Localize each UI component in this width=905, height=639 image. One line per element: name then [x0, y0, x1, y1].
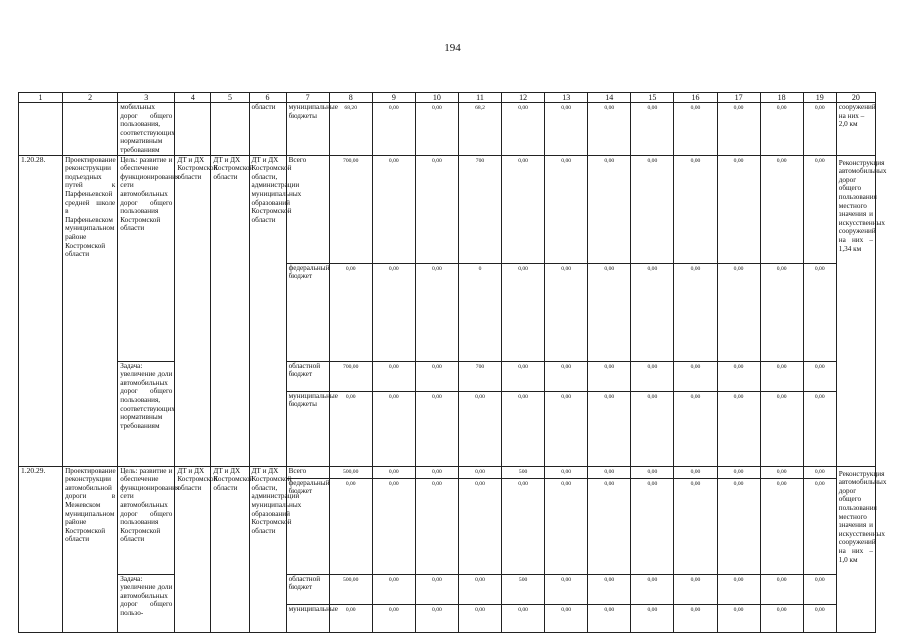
value-cell: 0,00 [760, 466, 803, 478]
funding-source: областной бюджет [286, 361, 329, 391]
value-cell: 0,00 [631, 103, 674, 156]
value-cell: 68,20 [329, 103, 372, 156]
value-cell: 0,00 [545, 604, 588, 632]
column-number: 13 [545, 93, 588, 103]
program-table [18, 92, 887, 633]
value-cell: 0,00 [545, 103, 588, 156]
value-cell: 0,00 [760, 103, 803, 156]
value-cell: 0,00 [674, 263, 717, 361]
value-cell: 0,00 [631, 391, 674, 466]
value-cell: 0,00 [717, 478, 760, 574]
value-cell: 0,00 [674, 574, 717, 604]
value-cell: 0,00 [545, 574, 588, 604]
value-cell: 0,00 [458, 466, 501, 478]
value-cell: 0,00 [674, 391, 717, 466]
value-cell: 0,00 [760, 478, 803, 574]
value-cell: 0,00 [803, 466, 836, 478]
value-cell: 700 [458, 155, 501, 263]
result-text: Реконструкция автомобильных дорог общего пользования местного значения и искусственных сооружений на них – 1,34 км [836, 155, 875, 466]
value-cell: 0,00 [803, 478, 836, 574]
column-number: 2 [63, 93, 118, 103]
value-cell: 500 [502, 574, 545, 604]
value-cell: 0,00 [329, 604, 372, 632]
value-cell: 0,00 [415, 466, 458, 478]
value-cell: 0,00 [631, 478, 674, 574]
funding-source: Всего [286, 466, 329, 478]
task-text: мобильных дорог общего пользования, соответствующих нормативным требованиям [118, 103, 175, 156]
value-cell: 0,00 [631, 263, 674, 361]
column-number: 16 [674, 93, 717, 103]
value-cell: 0,00 [803, 361, 836, 391]
value-cell: 0,00 [803, 391, 836, 466]
funding-source: Всего [286, 155, 329, 263]
continuation-row [19, 103, 876, 156]
table-row [19, 155, 876, 263]
task-text: Задача: увеличение доли автомобильных дорог общего пользования, соответствующих нормативным требованиям [118, 361, 175, 466]
value-cell: 0,00 [631, 155, 674, 263]
value-cell: 0,00 [588, 155, 631, 263]
executor-cell: ДТ и ДХ Костромской области [175, 155, 211, 466]
value-cell: 500,00 [329, 466, 372, 478]
result-text: сооружений на них – 2,0 км [836, 103, 875, 156]
value-cell: 0,00 [588, 391, 631, 466]
column-number: 17 [717, 93, 760, 103]
value-cell: 0,00 [760, 361, 803, 391]
executor-cell: ДТ и ДХ Костромской области [175, 466, 211, 632]
value-cell: 0,00 [329, 263, 372, 361]
value-cell: 0,00 [372, 604, 415, 632]
value-cell: 0,00 [502, 103, 545, 156]
value-cell: 500,00 [329, 574, 372, 604]
column-number: 11 [458, 93, 501, 103]
value-cell: 0,00 [372, 478, 415, 574]
goal-text: Цель: развитие и обеспечение функционирования сети автомобильных дорог общего пользования Костромской области [118, 155, 175, 361]
value-cell: 0,00 [803, 155, 836, 263]
table-row [19, 466, 876, 478]
value-cell: 0,00 [372, 263, 415, 361]
value-cell: 0,00 [372, 103, 415, 156]
value-cell: 0,00 [588, 361, 631, 391]
column-number: 20 [836, 93, 875, 103]
row-id: 1.20.29. [19, 466, 63, 632]
value-cell: 0,00 [545, 466, 588, 478]
value-cell: 0,00 [458, 391, 501, 466]
column-number: 19 [803, 93, 836, 103]
value-cell: 0,00 [415, 391, 458, 466]
value-cell: 0,00 [502, 361, 545, 391]
value-cell: 0,00 [717, 103, 760, 156]
value-cell: 0,00 [415, 361, 458, 391]
value-cell: 0,00 [458, 604, 501, 632]
value-cell: 0,00 [545, 391, 588, 466]
row-id: 1.20.28. [19, 155, 63, 466]
column-number: 10 [415, 93, 458, 103]
column-number: 15 [631, 93, 674, 103]
value-cell: 0,00 [717, 574, 760, 604]
value-cell: 0,00 [717, 466, 760, 478]
value-cell: 0,00 [631, 361, 674, 391]
funding-source: муниципальные [286, 604, 329, 632]
value-cell: 0,00 [760, 263, 803, 361]
value-cell: 700 [458, 361, 501, 391]
value-cell: 0,00 [717, 391, 760, 466]
funding-source: федеральный бюджет [286, 263, 329, 361]
value-cell: 0,00 [502, 263, 545, 361]
value-cell: 0,00 [372, 466, 415, 478]
value-cell: 0,00 [372, 391, 415, 466]
value-cell: 0 [458, 263, 501, 361]
value-cell: 0,00 [415, 604, 458, 632]
value-cell: 0,00 [588, 574, 631, 604]
value-cell: 700,00 [329, 361, 372, 391]
value-cell: 0,00 [502, 604, 545, 632]
executor-cell: ДТ и ДХ Костромской области [211, 155, 249, 466]
value-cell: 0,00 [502, 478, 545, 574]
column-number: 8 [329, 93, 372, 103]
executor-cell: ДТ и ДХ Костромской области [211, 466, 249, 632]
value-cell: 0,00 [674, 604, 717, 632]
value-cell: 0,00 [545, 155, 588, 263]
task-text: Задача: увеличение доли автомобильных дорог общего пользо- [118, 574, 175, 632]
column-number-row [19, 93, 876, 103]
value-cell: 0,00 [674, 103, 717, 156]
value-cell: 68,2 [458, 103, 501, 156]
value-cell: 0,00 [674, 361, 717, 391]
value-cell: 0,00 [415, 478, 458, 574]
value-cell: 0,00 [415, 155, 458, 263]
value-cell: 0,00 [631, 574, 674, 604]
column-number: 14 [588, 93, 631, 103]
value-cell: 500 [502, 466, 545, 478]
value-cell: 0,00 [415, 574, 458, 604]
table-row [19, 574, 876, 604]
result-text: Реконструкция автомобильных дорог общего пользования местного значения и искусственных сооружений на них – 1,0 км [836, 466, 875, 632]
goal-text: Цель: развитие и обеспечение функционирования сети автомобильных дорог общего пользования Костромской области [118, 466, 175, 574]
value-cell: 0,00 [631, 466, 674, 478]
value-cell: 0,00 [717, 604, 760, 632]
value-cell: 0,00 [760, 155, 803, 263]
executor-cell: области [249, 103, 286, 156]
value-cell: 0,00 [588, 466, 631, 478]
page-number: 194 [444, 42, 461, 54]
value-cell: 0,00 [502, 391, 545, 466]
funding-source: муниципальные бюджеты [286, 103, 329, 156]
value-cell: 0,00 [329, 391, 372, 466]
funding-source: федеральный бюджет [286, 478, 329, 574]
value-cell: 0,00 [588, 604, 631, 632]
column-number: 4 [175, 93, 211, 103]
value-cell: 0,00 [502, 155, 545, 263]
value-cell: 0,00 [415, 263, 458, 361]
value-cell: 0,00 [717, 361, 760, 391]
value-cell: 0,00 [458, 478, 501, 574]
executor-cell: ДТ и ДХ Костромской области, администрации муниципальных образований Костромской области [249, 466, 286, 632]
column-number: 7 [286, 93, 329, 103]
value-cell: 0,00 [760, 391, 803, 466]
value-cell: 0,00 [458, 574, 501, 604]
value-cell: 0,00 [545, 361, 588, 391]
value-cell: 0,00 [329, 478, 372, 574]
value-cell: 0,00 [717, 263, 760, 361]
value-cell: 0,00 [674, 466, 717, 478]
column-number: 18 [760, 93, 803, 103]
value-cell: 0,00 [760, 604, 803, 632]
column-number: 1 [19, 93, 63, 103]
column-number: 12 [502, 93, 545, 103]
value-cell: 0,00 [631, 604, 674, 632]
value-cell: 0,00 [372, 361, 415, 391]
column-number: 3 [118, 93, 175, 103]
measure-name: Проектирование реконструкции подъездных путей к Парфеньевской средней школе в Парфеньевском муниципальном районе Костромской области [63, 155, 118, 466]
value-cell: 0,00 [415, 103, 458, 156]
value-cell: 0,00 [803, 103, 836, 156]
value-cell: 0,00 [372, 574, 415, 604]
value-cell: 0,00 [545, 478, 588, 574]
value-cell: 0,00 [674, 155, 717, 263]
value-cell: 0,00 [588, 478, 631, 574]
executor-cell: ДТ и ДХ Костромской области, администрации муниципальных образований Костромской области [249, 155, 286, 466]
value-cell: 0,00 [588, 103, 631, 156]
value-cell: 0,00 [674, 478, 717, 574]
measure-name: Проектирование реконструкции автомобильной дороги в Межевском муниципальном районе Костромской области [63, 466, 118, 632]
funding-source: муниципальные бюджеты [286, 391, 329, 466]
value-cell: 0,00 [803, 574, 836, 604]
column-number: 6 [249, 93, 286, 103]
value-cell: 0,00 [372, 155, 415, 263]
column-number: 9 [372, 93, 415, 103]
value-cell: 0,00 [588, 263, 631, 361]
table-row [19, 361, 876, 391]
value-cell: 0,00 [717, 155, 760, 263]
funding-source: областной бюджет [286, 574, 329, 604]
value-cell: 0,00 [803, 263, 836, 361]
column-number: 5 [211, 93, 249, 103]
value-cell: 0,00 [545, 263, 588, 361]
value-cell: 700,00 [329, 155, 372, 263]
value-cell: 0,00 [803, 604, 836, 632]
value-cell: 0,00 [760, 574, 803, 604]
